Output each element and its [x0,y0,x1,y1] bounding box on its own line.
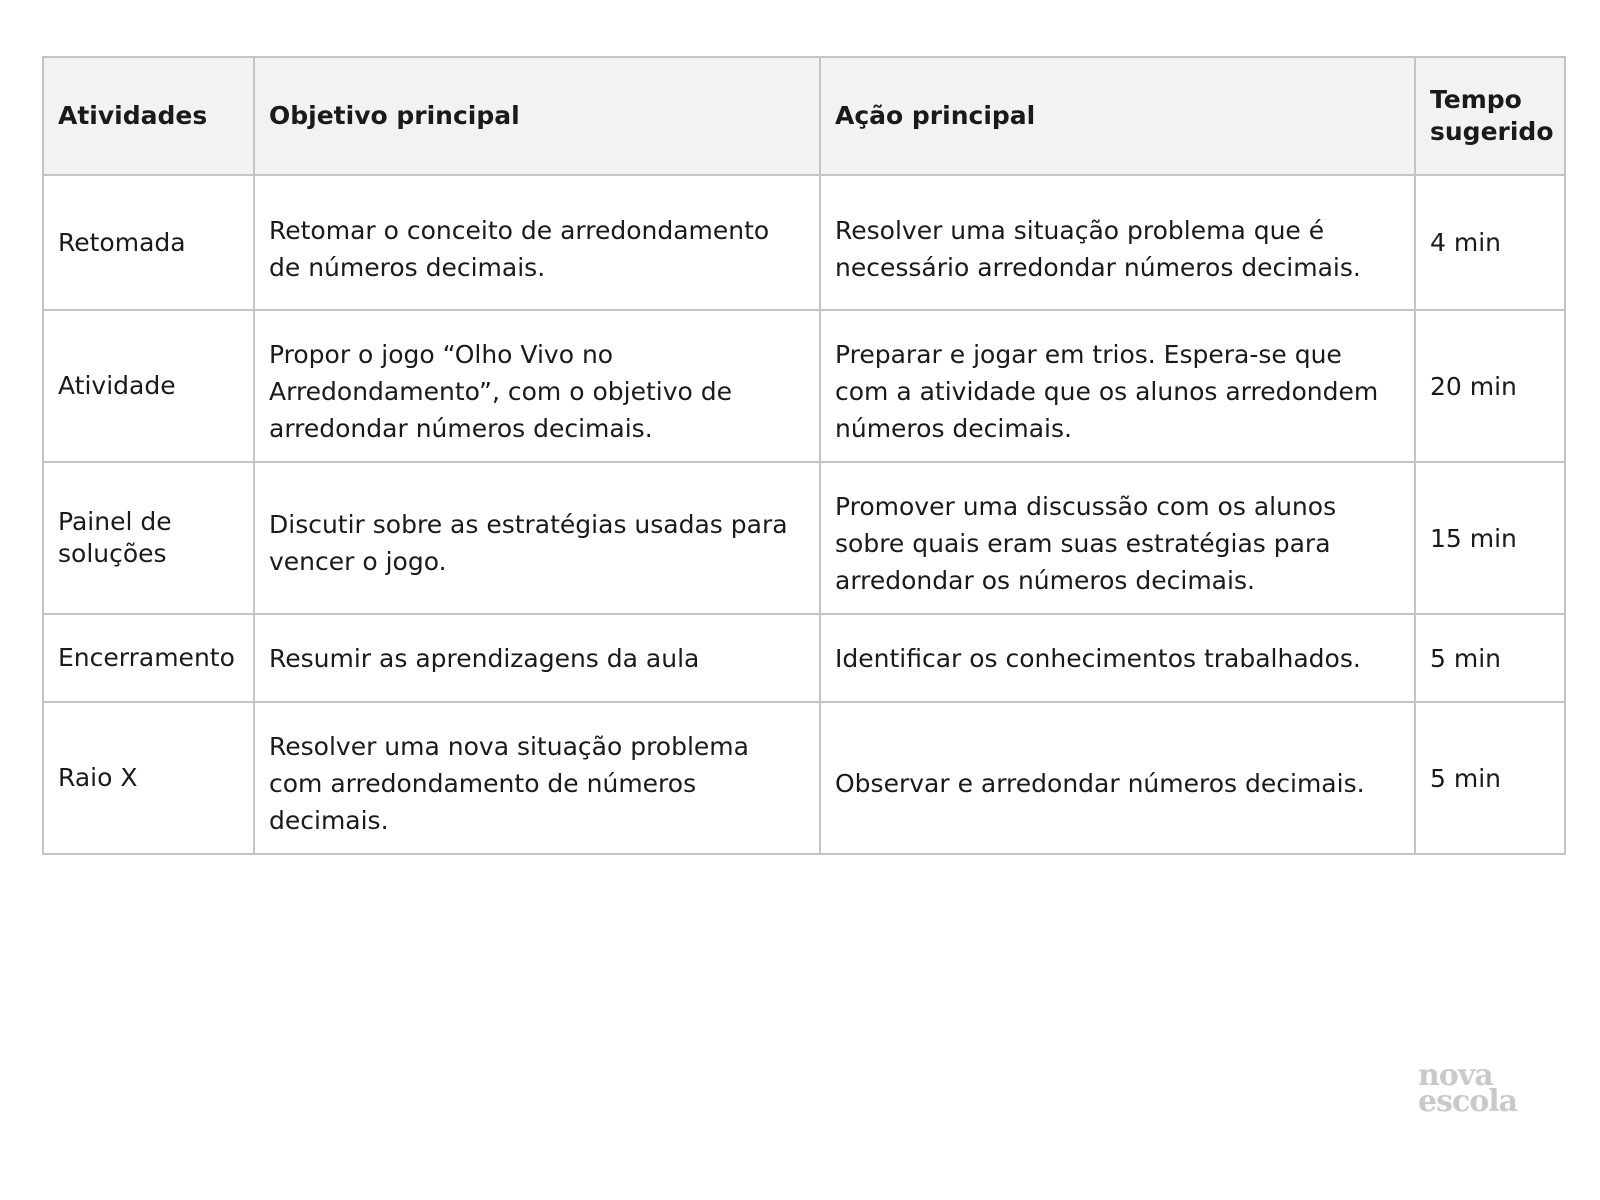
lesson-plan-table [42,56,1566,855]
table-row [43,462,1565,614]
table-row [43,702,1565,854]
cell-tempo: 5 min [1415,614,1565,702]
cell-tempo: 5 min [1415,702,1565,854]
cell-acao: Identificar os conhecimentos trabalhados. [820,614,1415,702]
header-acao-principal: Ação principal [820,57,1415,175]
header-tempo-sugerido: Tempo sugerido [1415,57,1565,175]
header-row [43,57,1565,175]
logo-line-escola: escola [1418,1084,1518,1119]
cell-atividade: Atividade [43,310,254,462]
table-row [43,175,1565,310]
nova-escola-logo [1418,1058,1538,1119]
cell-atividade: Raio X [43,702,254,854]
cell-objetivo: Resumir as aprendizagens da aula [254,614,820,702]
table-row [43,310,1565,462]
cell-atividade: Painel de soluções [43,462,254,614]
logo-line-nova: nova [1418,1058,1493,1093]
cell-acao: Observar e arredondar números decimais. [820,702,1415,854]
cell-acao: Promover uma discussão com os alunos sobre quais eram suas estratégias para arredondar os números decimais. [820,462,1415,614]
cell-tempo: 4 min [1415,175,1565,310]
cell-objetivo: Retomar o conceito de arredondamento de números decimais. [254,175,820,310]
cell-tempo: 20 min [1415,310,1565,462]
cell-atividade: Retomada [43,175,254,310]
cell-atividade: Encerramento [43,614,254,702]
cell-tempo: 15 min [1415,462,1565,614]
cell-objetivo: Propor o jogo “Olho Vivo no Arredondamento”, com o objetivo de arredondar números decimais. [254,310,820,462]
cell-acao: Resolver uma situação problema que é necessário arredondar números decimais. [820,175,1415,310]
table-row [43,614,1565,702]
cell-objetivo: Resolver uma nova situação problema com arredondamento de números decimais. [254,702,820,854]
cell-objetivo: Discutir sobre as estratégias usadas para vencer o jogo. [254,462,820,614]
cell-acao: Preparar e jogar em trios. Espera-se que com a atividade que os alunos arredondem números decimais. [820,310,1415,462]
header-atividades: Atividades [43,57,254,175]
header-objetivo-principal: Objetivo principal [254,57,820,175]
